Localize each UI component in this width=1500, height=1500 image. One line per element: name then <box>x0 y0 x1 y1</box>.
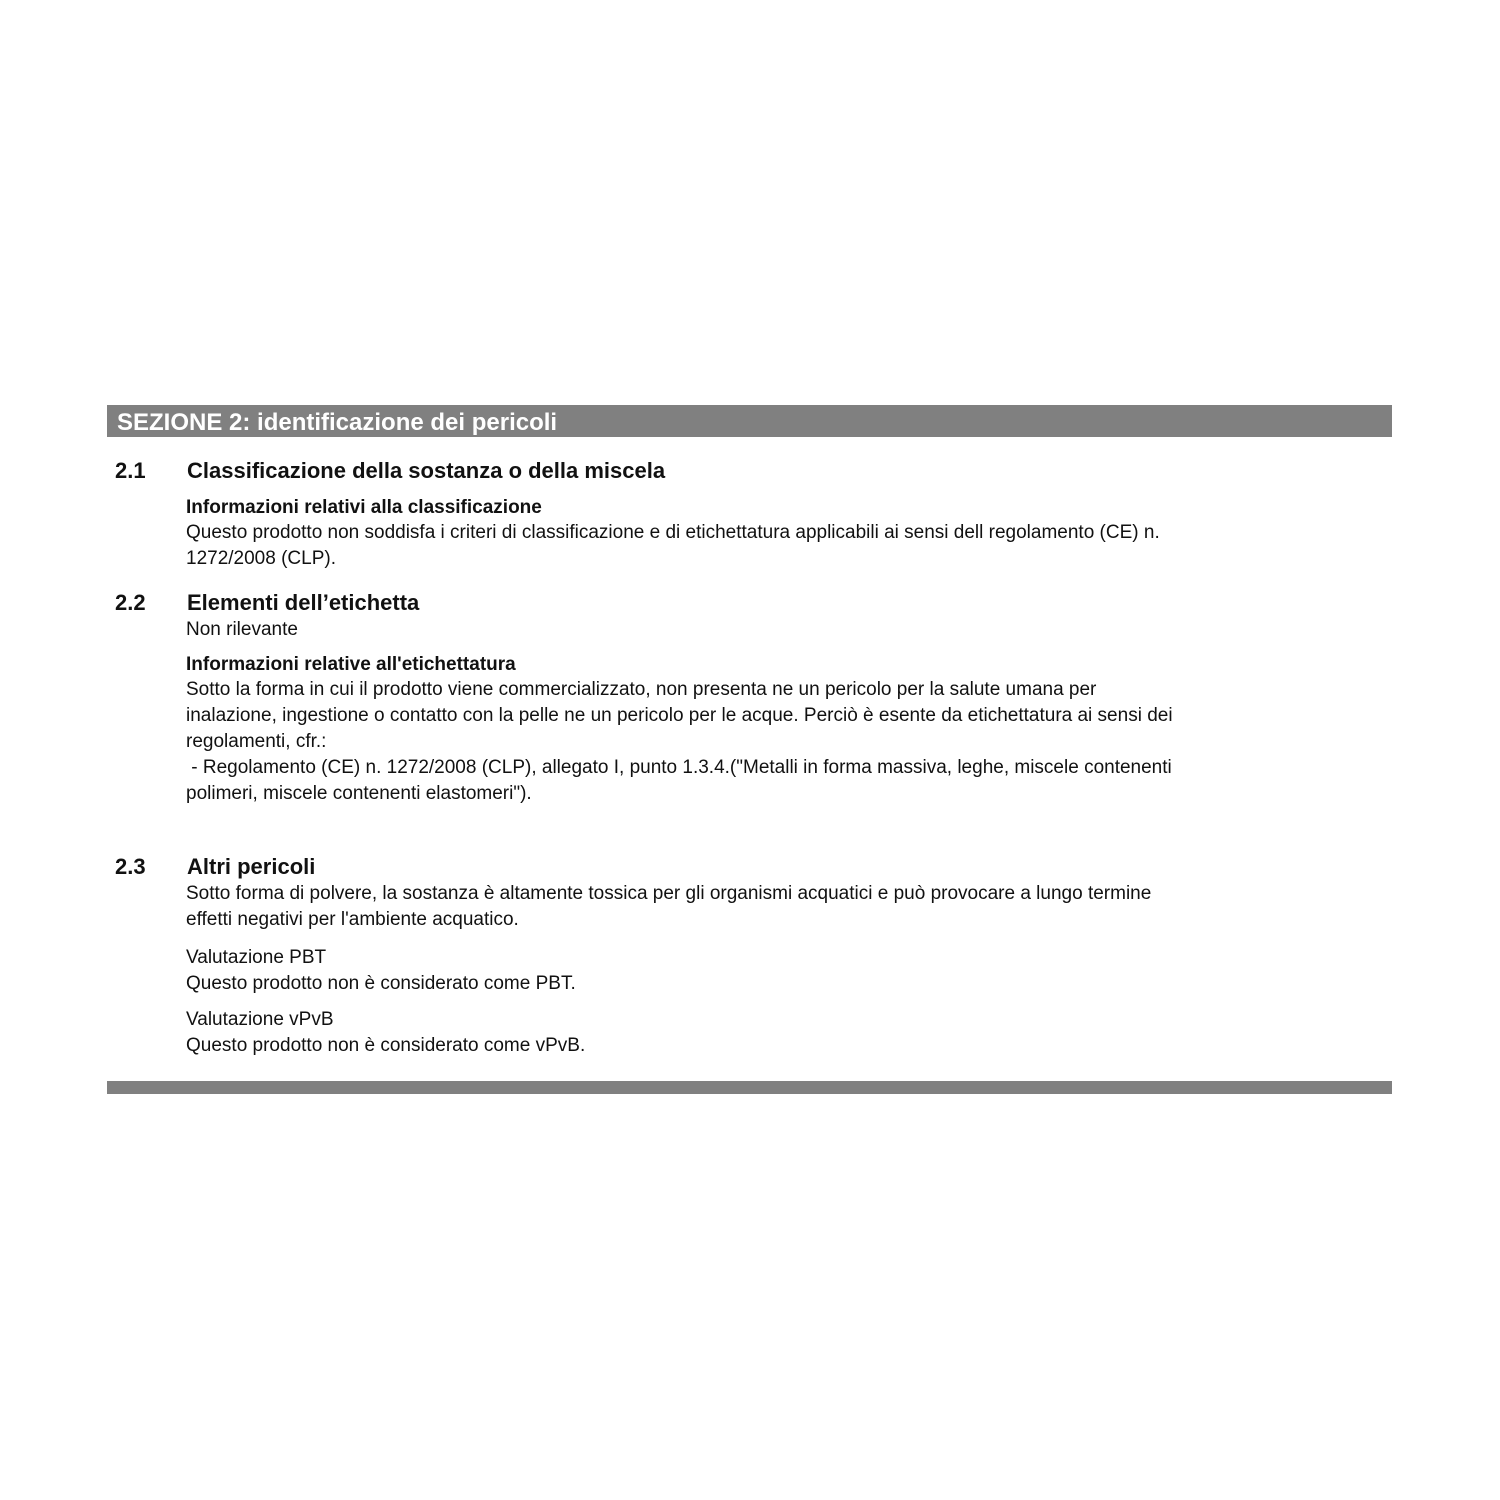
labelling-text-line: inalazione, ingestione o contatto con la pelle ne un pericolo per le acque. Perciò è esente da etichettatura ai sensi dei <box>186 705 1173 726</box>
safety-data-sheet-section <box>107 405 1392 1059</box>
vpvb-text: Questo prodotto non è considerato come vPvB. <box>186 1035 586 1056</box>
classification-info-label: Informazioni relativi alla classificazione <box>186 497 542 518</box>
pbt-text: Questo prodotto non è considerato come PBT. <box>186 973 576 994</box>
subsection-2-1 <box>115 457 1392 485</box>
subsection-title: Altri pericoli <box>187 854 316 879</box>
subsection-2-2 <box>115 589 1392 617</box>
labelling-text-line: Sotto la forma in cui il prodotto viene commercializzato, non presenta ne un pericolo per la salute umana per <box>186 679 1097 700</box>
subsection-2-2-body <box>186 617 1392 807</box>
section-footer-rule <box>107 1081 1392 1094</box>
subsection-number: 2.3 <box>115 854 146 879</box>
subsection-2-3 <box>115 853 1392 881</box>
subsection-title: Elementi dell’etichetta <box>187 590 420 615</box>
section-header: SEZIONE 2: identificazione dei pericoli <box>107 405 1392 437</box>
labelling-text-line: - Regolamento (CE) n. 1272/2008 (CLP), allegato I, punto 1.3.4.("Metalli in forma massiva, leghe, miscele contenenti <box>186 757 1172 778</box>
pbt-label: Valutazione PBT <box>186 947 327 968</box>
labelling-info-label: Informazioni relative all'etichettatura <box>186 654 516 675</box>
subsection-2-1-body <box>186 496 1392 572</box>
subsection-number: 2.1 <box>115 458 146 483</box>
classification-text-line: Questo prodotto non soddisfa i criteri di classificazione e di etichettatura applicabili ai sensi dell regolamento (CE) n. <box>186 522 1160 543</box>
other-hazards-text-line: Sotto forma di polvere, la sostanza è altamente tossica per gli organismi acquatici e può provocare a lungo termine <box>186 883 1152 904</box>
subsection-title: Classificazione della sostanza o della miscela <box>187 458 666 483</box>
subsection-number: 2.2 <box>115 590 146 615</box>
classification-text-line: 1272/2008 (CLP). <box>186 548 336 569</box>
not-relevant-text: Non rilevante <box>186 619 298 640</box>
subsection-2-3-body <box>186 881 1392 1059</box>
vpvb-label: Valutazione vPvB <box>186 1009 334 1030</box>
labelling-text-line: polimeri, miscele contenenti elastomeri"). <box>186 783 532 804</box>
labelling-text-line: regolamenti, cfr.: <box>186 731 327 752</box>
other-hazards-text-line: effetti negativi per l'ambiente acquatico. <box>186 909 519 930</box>
